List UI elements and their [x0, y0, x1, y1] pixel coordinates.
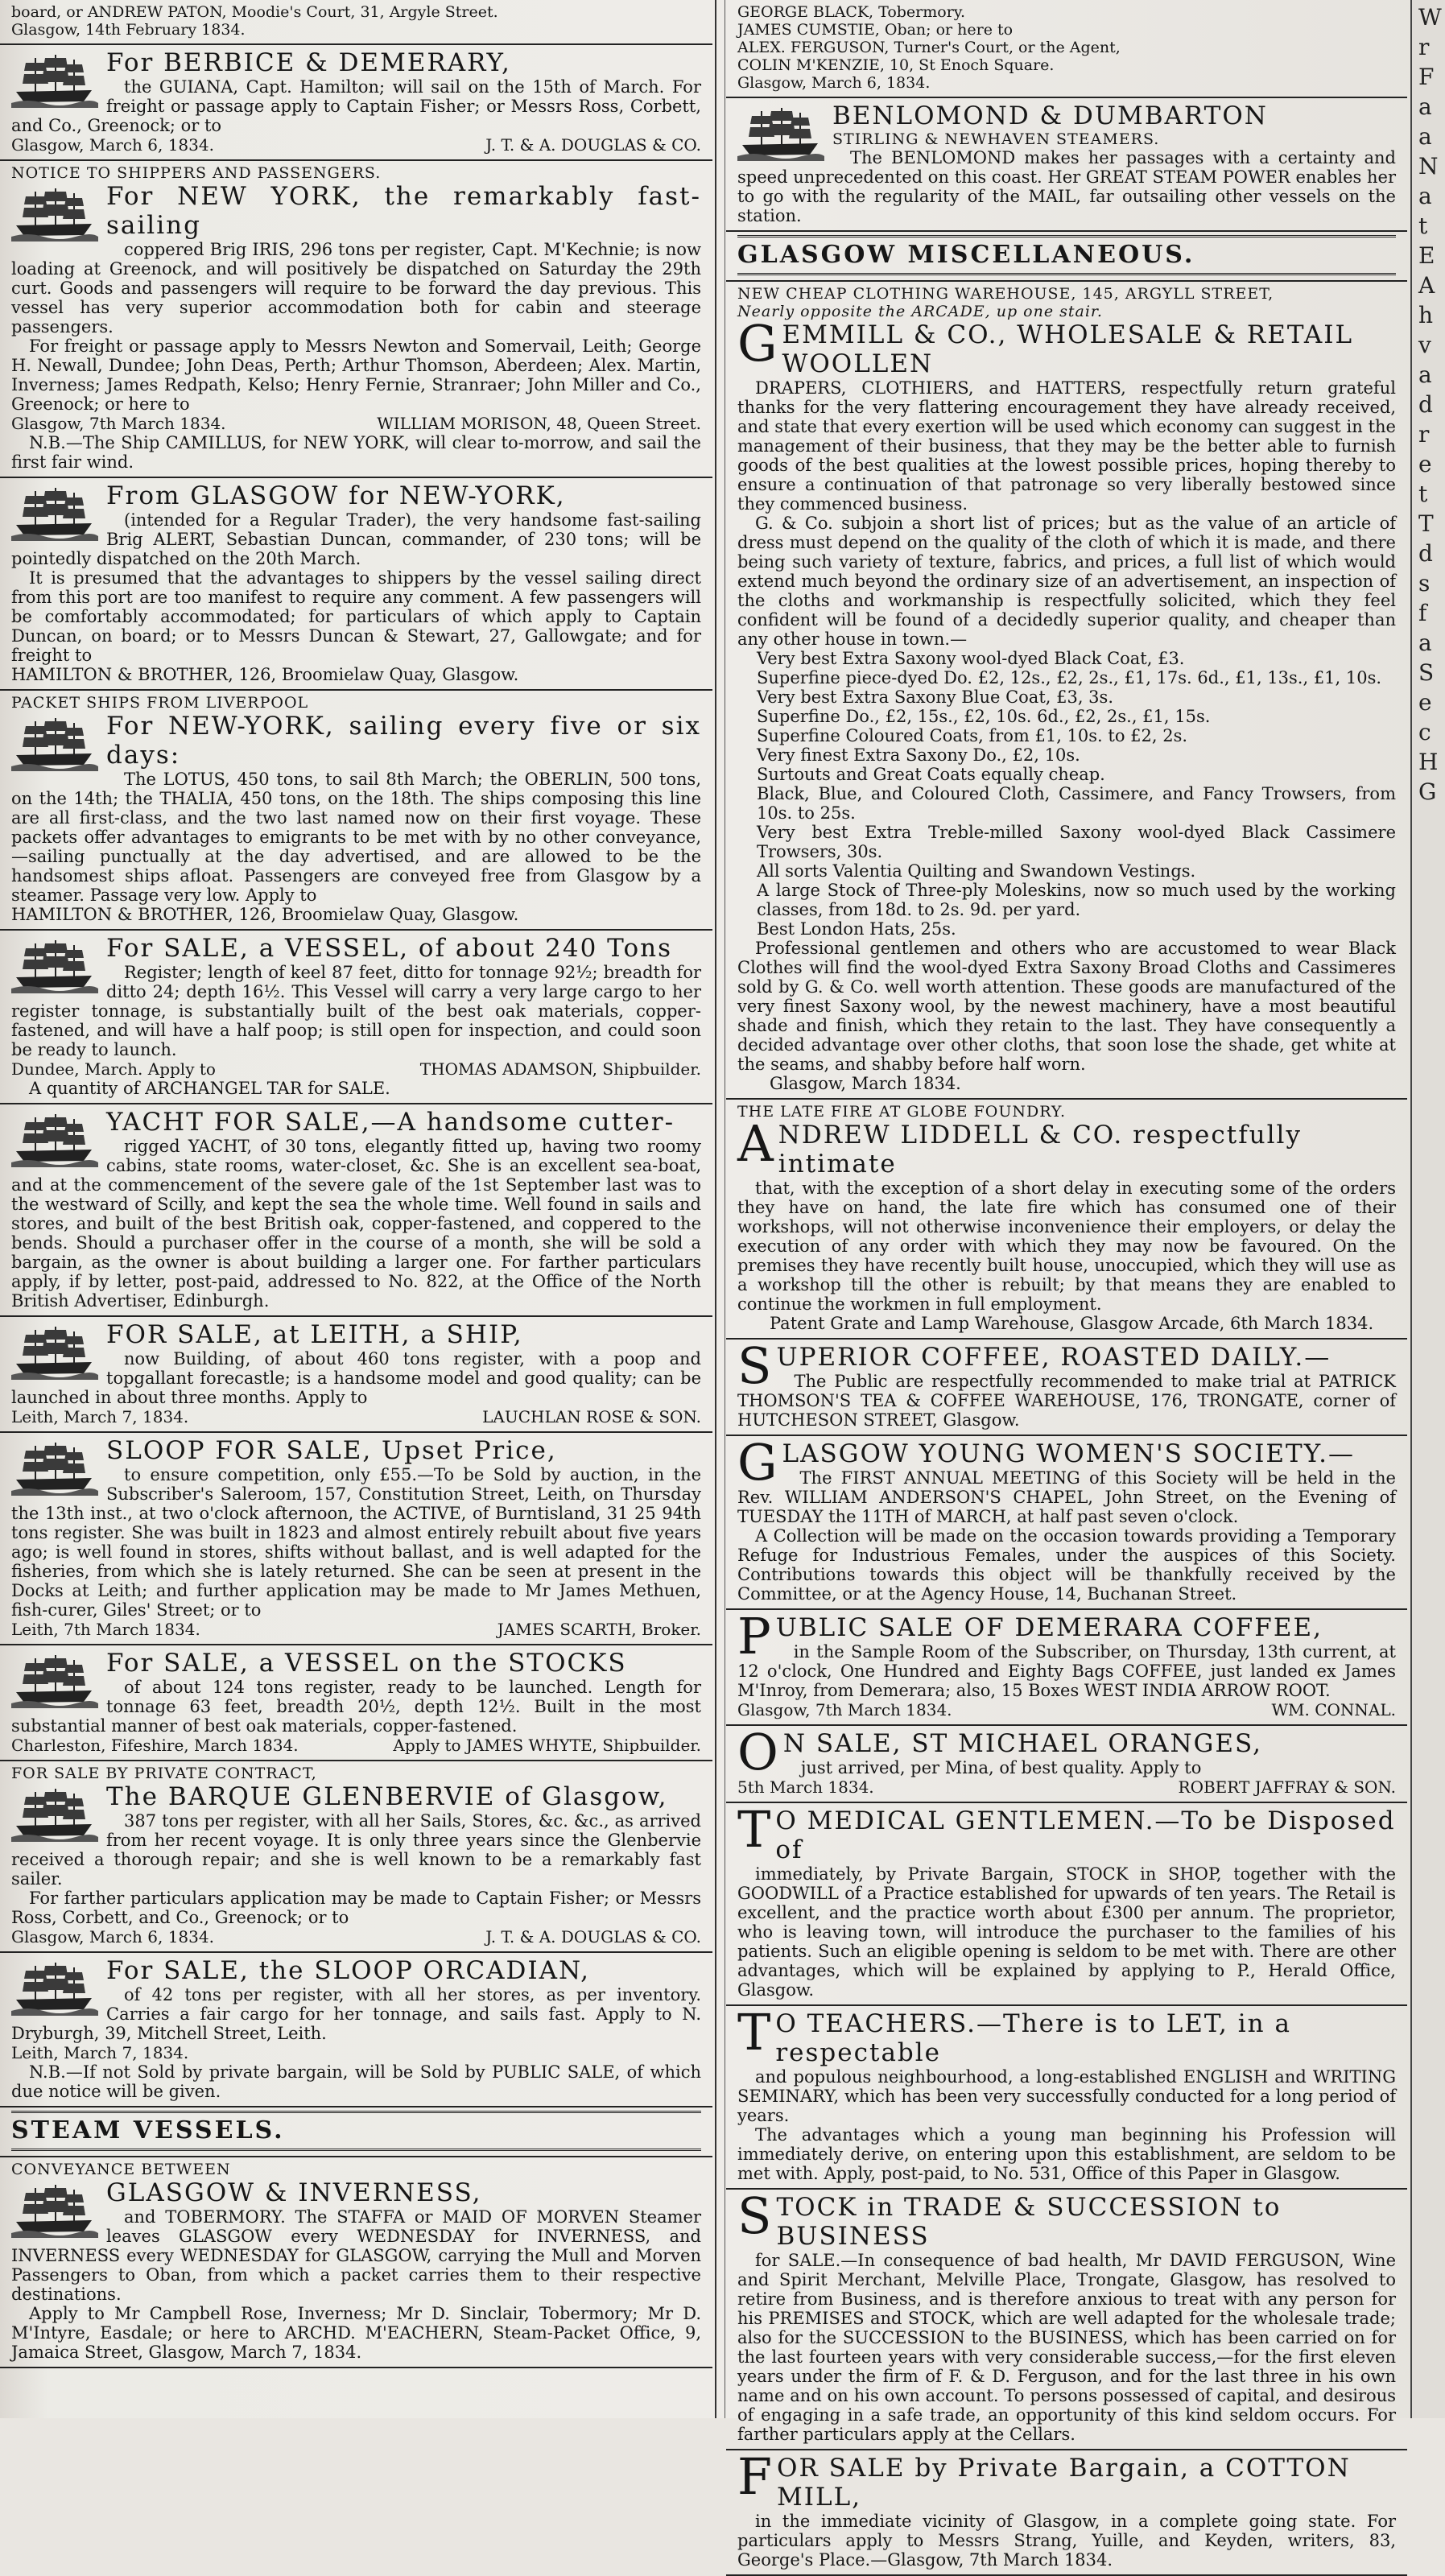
edge-letter: d	[1418, 391, 1433, 418]
edge-letter: r	[1418, 421, 1430, 448]
section-heading: GLASGOW MISCELLANEOUS.	[737, 235, 1396, 275]
advert-body: of about 124 tons register, ready to be launched. Length for tonnage 63 feet, breadth 20½, depth 12½. Built in the most substantial manner of best oak materials, copper-fastened.	[11, 1678, 701, 1736]
adjacent-page-edge	[1410, 0, 1445, 2418]
price-list	[737, 649, 1396, 939]
drop-capital: S	[737, 1336, 772, 1395]
advert-body: It is presumed that the advantages to shippers by the vessel sailing direct from this port are too manifest to require any comment. A few passengers will be comfortably accommodated; for particulars of which apply to Captain Duncan, on board; or to Messrs Duncan & Stewart, 27, Gallowgate; and for freight to	[11, 568, 701, 665]
advert-body: The LOTUS, 450 tons, to sail 8th March; the OBERLIN, 500 tons, on the 14th; the THALIA, 450 tons, on the 18th. The ships composing this line are all first-class, and the two last named now on their first voyage. These packets offer advantages to emigrants to be met with by no other conveyance,—sailing punctually at the day advertised, and are allowed to be the handsomest ships afloat. Passengers are conveyed free from Glasgow by a steamer. Passage very low. Apply to	[11, 770, 701, 905]
edge-letter: s	[1418, 570, 1431, 597]
advertisement	[0, 1317, 712, 1433]
advert-body: just arrived, per Mina, of best quality. Apply to	[800, 1758, 1202, 1777]
advert-body: Register; length of keel 87 feet, ditto for tonnage 92½; breadth for ditto 24; depth 16½. This Vessel will carry a very large cargo to her register tonnage, is substantially built of the best oak materials, copper-fastened, and will have a half poop; is still open for inspection, and could soon be ready to launch.	[11, 963, 701, 1059]
advert-headline: For SALE, the SLOOP ORCADIAN,	[106, 1956, 591, 1985]
signature-left: Glasgow, March 6, 1834.	[11, 135, 214, 155]
signature-left: Dundee, March. Apply to	[11, 1059, 216, 1079]
price-item: A large Stock of Three-ply Moleskins, now so much used by the working classes, from 18d. to 2s. 9d. per yard.	[757, 881, 1396, 919]
text-line: ALEX. FERGUSON, Turner's Court, or the Agent,	[737, 39, 1121, 56]
advert-headline: EMMILL & CO., WHOLESALE & RETAIL WOOLLEN	[782, 320, 1354, 378]
advert-body: in the immediate vicinity of Glasgow, in a complete going state. For particulars apply to Messrs Strang, Yuille, and Keyden, writers, 83, George's Place.—Glasgow, 7th March 1834.	[737, 2512, 1396, 2570]
signature-left: Glasgow, March 6, 1834.	[11, 1927, 214, 1946]
edge-letter: a	[1418, 123, 1432, 150]
advert-body: The advantages which a young man beginning his Profession will immediately derive, on entering upon this establishment, are seldom to be met with. Apply, post-paid, to No. 531, Office of this Paper in Glasgow.	[737, 2125, 1396, 2183]
advert-subheadline: STIRLING & NEWHAVEN STEAMERS.	[832, 130, 1160, 148]
sailing-ship-icon	[11, 52, 98, 108]
sailing-ship-icon	[11, 1652, 98, 1708]
advert-body: to ensure competition, only £55.—To be Sold by auction, in the Subscriber's Saleroom, 157, Constitution Street, Leith, on Thursday the 13th inst., at two o'clock afternoon, the ACTIVE, of Burntisland, 31 25 94th tons register. She was built in 1823 and almost entirely rebuilt about five years ago; is well found in stores, shifts without ballast, and is well adapted for the fisheries, from which she is lately returned. She can be seen at present in the Docks at Leith; and further application may be made to Mr James Methuen, fish-curer, Giles' Street; or to	[11, 1465, 701, 1620]
edge-letter: v	[1418, 332, 1431, 358]
advertisement	[726, 2186, 1407, 2450]
signature-line	[11, 2043, 701, 2062]
advertisement	[726, 2447, 1407, 2576]
advert-headline: For SALE, a VESSEL, of about 240 Tons	[106, 934, 672, 963]
edge-letter: t	[1418, 481, 1428, 507]
edge-letter: f	[1418, 600, 1427, 626]
advertisement	[726, 282, 1407, 1100]
text-line: Glasgow, 14th February 1834.	[11, 21, 246, 39]
advertisement	[0, 1104, 712, 1317]
advert-body: 387 tons per register, with all her Sails, Stores, &c. &c., as arrived from her recent voyage. It is only three years since the Glenbervie received a thorough repair; and she is well known to be a remarkably fast sailer.	[11, 1811, 701, 1889]
signature-line: HAMILTON & BROTHER, 126, Broomielaw Quay, Glasgow.	[11, 905, 519, 924]
edge-letter: r	[1418, 34, 1430, 60]
notice-subheading: Nearly opposite the ARCADE, up one stair.	[737, 303, 1103, 320]
notice-heading: NOTICE TO SHIPPERS AND PASSENGERS.	[11, 164, 382, 182]
advert-body: for SALE.—In consequence of bad health, Mr DAVID FERGUSON, Wine and Spirit Merchant, Melville Place, Trongate, Glasgow, has resolved to retire from Business, and is therefore anxious to treat with any person for his PREMISES and STOCK, which are well adapted for the wholesale trade; also for the SUCCESSION to the BUSINESS, which has been carried on for the last fourteen years with very considerable success,—for the first eleven years under the firm of F. & D. Ferguson, and for the last three in his own name and on his own account. To persons possessed of capital, and desirous of engaging in a safe trade, an opportunity of this kind seldom occurs. For farther particulars apply at the Cellars.	[737, 2251, 1396, 2444]
signature-line	[11, 1059, 701, 1079]
advert-headline: The BARQUE GLENBERVIE of Glasgow,	[106, 1782, 668, 1811]
signature-right: ROBERT JAFFRAY & SON.	[1178, 1777, 1396, 1797]
signature-line: HAMILTON & BROTHER, 126, Broomielaw Quay, Glasgow.	[11, 665, 519, 684]
edge-letter: T	[1418, 510, 1434, 537]
advertisement	[0, 1433, 712, 1645]
notice-heading: FOR SALE BY PRIVATE CONTRACT,	[11, 1765, 317, 1782]
advert-headline: FOR SALE, at LEITH, a SHIP,	[106, 1320, 523, 1349]
edge-letter: h	[1418, 302, 1434, 328]
price-item: Very best Extra Saxony wool-dyed Black Coat, £3.	[757, 649, 1185, 668]
advert-body: Professional gentlemen and others who are accustomed to wear Black Clothes will find the wool-dyed Extra Saxony Broad Cloths and Cassimeres sold by G. & Co. well worth attention. These goods are manufactured of the very finest Saxony wool, by the newest machinery, have a most beautiful shade and finish, which they retain to the last. They have consequently a decided advantage over other cloths, that soon lose the shade, get white at the seams, and shabby before half worn.	[737, 939, 1396, 1074]
signature-line	[737, 1777, 1396, 1797]
advert-headline: For SALE, a VESSEL on the STOCKS	[106, 1649, 627, 1678]
edge-letter: a	[1418, 630, 1432, 656]
sailing-ship-icon	[11, 1785, 98, 1842]
notice-heading: NEW CHEAP CLOTHING WAREHOUSE, 145, ARGYLL STREET,	[737, 285, 1274, 303]
edge-letter: d	[1418, 540, 1433, 567]
signature-line	[11, 1927, 701, 1946]
advert-body: now Building, of about 460 tons register, with a poop and topgallant forecastle; is a handsome model and good quality; can be launched in about three months. Apply to	[11, 1349, 701, 1407]
advert-headline: N SALE, ST MICHAEL ORANGES,	[782, 1729, 1262, 1758]
price-item: Very best Extra Treble-milled Saxony wool-dyed Black Cassimere Trowsers, 30s.	[757, 823, 1396, 861]
text-line: JAMES CUMSTIE, Oban; or here to	[737, 21, 1014, 39]
signature-line	[11, 1736, 701, 1755]
signature-right: WILLIAM MORISON, 48, Queen Street.	[377, 414, 701, 433]
advert-body: A Collection will be made on the occasion towards providing a Temporary Refuge for Industrious Females, under the auspices of this Society. Contributions towards this object will be thankfully received by the Committee, or at the Agency House, 14, Buchanan Street.	[737, 1526, 1396, 1604]
advertisement	[726, 0, 1407, 98]
edge-letter: a	[1418, 93, 1432, 120]
edge-letter: t	[1418, 213, 1428, 239]
sailing-ship-icon	[11, 2182, 98, 2238]
drop-capital: S	[737, 2186, 772, 2245]
date-line: Glasgow, March 6, 1834.	[737, 74, 931, 92]
advert-headline: LASGOW YOUNG WOMEN'S SOCIETY.—	[782, 1439, 1356, 1468]
advert-body: and populous neighbourhood, a long-established ENGLISH and WRITING SEMINARY, which has been very successfully conducted for a long period of years.	[737, 2067, 1396, 2125]
signature-line	[11, 1407, 701, 1426]
edge-letter: H	[1418, 749, 1439, 775]
advertisement	[726, 98, 1407, 232]
text-line: COLIN M'KENZIE, 10, St Enoch Square.	[737, 56, 1055, 74]
price-item: Superfine Coloured Coats, from £1, 10s. to £2, 2s.	[757, 726, 1188, 745]
advertisement	[0, 0, 712, 45]
signature-left: Leith, 7th March 1834.	[11, 1620, 200, 1639]
advertisement	[0, 931, 712, 1104]
sailing-ship-icon	[11, 185, 98, 242]
advertisement	[726, 232, 1407, 282]
edge-letter: a	[1418, 183, 1432, 209]
advert-body: DRAPERS, CLOTHIERS, and HATTERS, respectfully return grateful thanks for the very flattering encouragement they have already received, and state that every exertion will be used which economy can suggest in the management of their business, that they may be the better able to furnish goods of the best qualities at the lowest possible prices, hoping thereby to ensure a continuation of that patronage so very liberally bestowed since they commenced business.	[737, 378, 1396, 514]
advert-headline: For NEW-YORK, sailing every five or six days:	[106, 712, 701, 770]
signature-line	[737, 1700, 1396, 1719]
price-item: Very best Extra Saxony Blue Coat, £3, 3s.	[757, 687, 1113, 707]
text-line: board, or ANDREW PATON, Moodie's Court, 31, Argyle Street.	[11, 3, 498, 21]
advertisement	[726, 2003, 1407, 2190]
column-rule	[715, 0, 725, 2418]
price-item: Superfine piece-dyed Do. £2, 12s., £2, 2s., £1, 17s. 6d., £1, 13s., £1, 10s.	[757, 668, 1382, 687]
advert-headline: UBLIC SALE OF DEMERARA COFFEE,	[775, 1613, 1323, 1642]
advertisement	[0, 45, 712, 161]
advert-body: and TOBERMORY. The STAFFA or MAID OF MORVEN Steamer leaves GLASGOW every WEDNESDAY for INVERNESS, and INVERNESS every WEDNESDAY for GLASGOW, carrying the Mull and Morven Passengers to Oban, from which a packet carries them to their respective destinations.	[11, 2207, 701, 2304]
advert-note: N.B.—If not Sold by private bargain, will be Sold by PUBLIC SALE, of which due notice will be given.	[11, 2062, 701, 2101]
signature-left: Leith, March 7, 1834.	[11, 2043, 189, 2062]
advert-body: the GUIANA, Capt. Hamilton; will sail on the 15th of March. For freight or passage apply to Captain Fisher; or Messrs Ross, Corbett, and Co., Greenock; or to	[11, 77, 701, 135]
advert-headline: UPERIOR COFFEE, ROASTED DAILY.—	[776, 1343, 1331, 1372]
signature-right: J. T. & A. DOUGLAS & CO.	[485, 135, 701, 155]
signature-right: LAUCHLAN ROSE & SON.	[482, 1407, 701, 1426]
price-item: Black, Blue, and Coloured Cloth, Cassimere, and Fancy Trowsers, from 10s. to 25s.	[757, 784, 1396, 823]
drop-capital: A	[737, 1114, 774, 1173]
edge-letter: E	[1418, 242, 1435, 269]
advert-headline: TOCK in TRADE & SUCCESSION to BUSINESS	[776, 2193, 1282, 2251]
signature-left: Leith, March 7, 1834.	[11, 1407, 189, 1426]
advert-body: Apply to Mr Campbell Rose, Inverness; Mr D. Sinclair, Tobermory; Mr D. M'Intyre, Easdale; or here to ARCHD. M'EACHERN, Steam-Packet Office, 9, Jamaica Street, Glasgow, March 7, 1834.	[11, 2304, 701, 2362]
edge-letter: W	[1418, 4, 1442, 31]
signature-right: WM. CONNAL.	[1271, 1700, 1396, 1719]
signature-line	[11, 414, 701, 433]
advert-headline: O TEACHERS.—There is to LET, in a respectable	[775, 2009, 1291, 2067]
edge-letter: A	[1418, 272, 1435, 299]
signature-left: 5th March 1834.	[737, 1777, 874, 1797]
drop-capital: G	[737, 314, 778, 373]
drop-capital: G	[737, 1433, 778, 1492]
advert-body: For farther particulars application may be made to Captain Fisher; or Messrs Ross, Corbett, and Co., Greenock; or to	[11, 1889, 701, 1927]
notice-heading: THE LATE FIRE AT GLOBE FOUNDRY.	[737, 1103, 1067, 1121]
advertisement	[0, 1645, 712, 1761]
advert-headline: NDREW LIDDELL & CO. respectfully intimate	[778, 1121, 1302, 1179]
notice-heading: CONVEYANCE BETWEEN	[11, 2161, 231, 2178]
signature-right: Apply to JAMES WHYTE, Shipbuilder.	[393, 1736, 701, 1755]
advert-headline: GLASGOW & INVERNESS,	[106, 2178, 482, 2207]
sailing-ship-icon	[11, 715, 98, 771]
advertisement	[726, 1723, 1407, 1803]
signature-left: Charleston, Fifeshire, March 1834.	[11, 1736, 299, 1755]
advert-body: rigged YACHT, of 30 tons, elegantly fitted up, having two roomy cabins, state rooms, water-closet, &c. She is an excellent sea-boat, and at the commencement of the severe gale of the 1st September last was to the westward of Scilly, and kept the sea the whole time. Well found in sails and stores, and built of the best British oak, copper-fastened, and coppered to the bends. Should a purchaser offer in the course of a month, she will be sold a bargain, as the owner is about building a larger one. For farther particulars apply, if by letter, post-paid, addressed to No. 822, at the Office of the North British Advertiser, Edinburgh.	[11, 1137, 701, 1311]
advert-body: coppered Brig IRIS, 296 tons per register, Capt. M'Kechnie; is now loading at Greenock, and will positively be dispatched on Saturday the 29th curt. Goods and passengers will require to be forward the day previous. This vessel has very superior accommodation both for cabin and steerage passengers.	[11, 240, 701, 336]
advertisement	[0, 2157, 712, 2368]
advertisement	[0, 161, 712, 478]
price-item: Very finest Extra Saxony Do., £2, 10s.	[757, 745, 1080, 765]
advert-note: N.B.—The Ship CAMILLUS, for NEW YORK, will clear to-morrow, and sail the first fair wind.	[11, 433, 701, 472]
signature-left: Glasgow, 7th March 1834.	[737, 1700, 952, 1719]
drop-capital: P	[737, 1607, 771, 1666]
drop-capital: T	[737, 1800, 771, 1859]
sailing-ship-icon	[11, 937, 98, 993]
advert-headline: For NEW YORK, the remarkably fast-sailing	[106, 182, 701, 240]
advertisement	[0, 691, 712, 931]
advert-body: The BENLOMOND makes her passages with a certainty and speed unprecedented on this coast. Her GREAT STEAM POWER enables her to go with the regularity of the MAIL, far outsailing other vessels on the station.	[737, 148, 1396, 225]
signature-left: Glasgow, 7th March 1834.	[11, 414, 226, 433]
edge-letter: G	[1418, 778, 1437, 805]
sailing-ship-icon	[737, 105, 824, 161]
price-item: Superfine Do., £2, 15s., £2, 10s. 6d., £2, 2s., £1, 15s.	[757, 707, 1211, 726]
advert-headline: SLOOP FOR SALE, Upset Price,	[106, 1436, 557, 1465]
advertisement	[0, 1953, 712, 2107]
price-item: Best London Hats, 25s.	[757, 919, 956, 939]
advert-body: (intended for a Regular Trader), the very handsome fast-sailing Brig ALERT, Sebastian Duncan, commander, of 230 tons; will be pointedly dispatched on the 20th March.	[11, 510, 701, 568]
drop-capital: T	[737, 2003, 771, 2062]
advert-headline: O MEDICAL GENTLEMEN.—To be Disposed of	[775, 1806, 1396, 1864]
advert-body: immediately, by Private Bargain, STOCK in SHOP, together with the GOODWILL of a Practice established for upwards of ten years. The Retail is excellent, and the practice worth about £300 per annum. The proprietor, who is leaving town, will introduce the purchaser to the families of his patients. Such an eligible opening is seldom to be met with. There are other advantages, which will be explained by applying to P., Herald Office, Glasgow.	[737, 1864, 1396, 2000]
right-column	[726, 0, 1407, 2570]
advertisement	[0, 2107, 712, 2157]
advert-body: The FIRST ANNUAL MEETING of this Society will be held in the Rev. WILLIAM ANDERSON'S CHAPEL, John Street, on the Evening of TUESDAY the 11TH of MARCH, at half past seven o'clock.	[737, 1468, 1396, 1526]
signature-line	[11, 1620, 701, 1639]
sailing-ship-icon	[11, 1323, 98, 1380]
advert-body: in the Sample Room of the Subscriber, on Thursday, 13th current, at 12 o'clock, One Hundred and Eighty Bags COFFEE, just landed ex James M'Inroy, from Demerara; also, 15 Boxes WEST INDIA ARROW ROOT.	[737, 1642, 1396, 1700]
advertisement	[726, 1336, 1407, 1436]
sailing-ship-icon	[11, 485, 98, 541]
text-line: GEORGE BLACK, Tobermory.	[737, 3, 966, 21]
edge-letter: c	[1418, 719, 1431, 745]
signature-line	[11, 135, 701, 155]
advertisement	[726, 1100, 1407, 1340]
edge-letter: F	[1418, 64, 1435, 90]
advert-note: A quantity of ARCHANGEL TAR for SALE.	[29, 1079, 390, 1098]
edge-letter: S	[1418, 659, 1435, 686]
left-column	[0, 0, 712, 2418]
advertisement	[0, 1761, 712, 1953]
drop-capital: F	[737, 2447, 773, 2506]
date-line: Glasgow, March 1834.	[770, 1074, 961, 1093]
advert-headline: YACHT FOR SALE,—A handsome cutter-	[106, 1108, 675, 1137]
advert-body: G. & Co. subjoin a short list of prices; but as the value of an article of dress must depend on the quality of the cloth of which it is made, and there being such variety of texture, fabrics, and prices, a full list of which would extend much beyond the ordinary size of an advertisement, an inspection of the cloths and workmanship is respectfully solicited, which they feel confident will be found of a decidedly superior quality, and cheaper than any other house in town.—	[737, 514, 1396, 649]
advert-headline: BENLOMOND & DUMBARTON	[832, 101, 1268, 130]
advert-headline: From GLASGOW for NEW-YORK,	[106, 481, 566, 510]
advert-body: that, with the exception of a short delay in executing some of the orders they have on hand, the late fire which has consumed one of their workshops, will not otherwise inconvenience their employers, or delay the execution of any order with which they may now be favoured. On the premises they have recently built house, unoccupied, which they will use as a workshop till the other is rebuilt; by that means they are enabled to continue the workmen in full employment.	[737, 1179, 1396, 1314]
advert-headline: For BERBICE & DEMERARY,	[106, 48, 511, 77]
signature-right: THOMAS ADAMSON, Shipbuilder.	[419, 1059, 701, 1079]
advert-body: For freight or passage apply to Messrs Newton and Somervail, Leith; George H. Newall, Dundee; John Deas, Perth; Arthur Thomson, Aberdeen; Alex. Martin, Inverness; James Redpath, Kelso; Henry Fernie, Stranraer; John Miller and Co., Greenock; or here to	[11, 336, 701, 414]
sailing-ship-icon	[11, 1111, 98, 1167]
edge-letter: N	[1418, 153, 1439, 180]
price-item: Surtouts and Great Coats equally cheap.	[757, 765, 1105, 784]
edge-letter: a	[1418, 361, 1432, 388]
signature-right: JAMES SCARTH, Broker.	[497, 1620, 701, 1639]
sailing-ship-icon	[11, 1439, 98, 1496]
advertisement	[726, 1800, 1407, 2006]
advert-body: of 42 tons per register, with all her stores, as per inventory. Carries a fair cargo for her tonnage, and sails fast. Apply to N. Dryburgh, 39, Mitchell Street, Leith.	[11, 1985, 701, 2043]
advertisement	[726, 1607, 1407, 1726]
date-line: Patent Grate and Lamp Warehouse, Glasgow Arcade, 6th March 1834.	[770, 1314, 1374, 1333]
advert-body: The Public are respectfully recommended to make trial at PATRICK THOMSON'S TEA & COFFEE WAREHOUSE, 176, TRONGATE, corner of HUTCHESON STREET, Glasgow.	[737, 1372, 1396, 1430]
section-heading: STEAM VESSELS.	[11, 2111, 701, 2151]
edge-letter: e	[1418, 689, 1432, 716]
advertisement	[0, 478, 712, 691]
sailing-ship-icon	[11, 1959, 98, 2016]
edge-letter: e	[1418, 451, 1432, 477]
advertisement	[726, 1433, 1407, 1610]
advert-headline: OR SALE by Private Bargain, a COTTON MILL,	[777, 2454, 1351, 2512]
price-item: All sorts Valentia Quilting and Swandown Vestings.	[757, 861, 1196, 881]
signature-right: J. T. & A. DOUGLAS & CO.	[485, 1927, 701, 1946]
drop-capital: O	[737, 1723, 778, 1781]
notice-heading: PACKET SHIPS FROM LIVERPOOL	[11, 694, 309, 712]
